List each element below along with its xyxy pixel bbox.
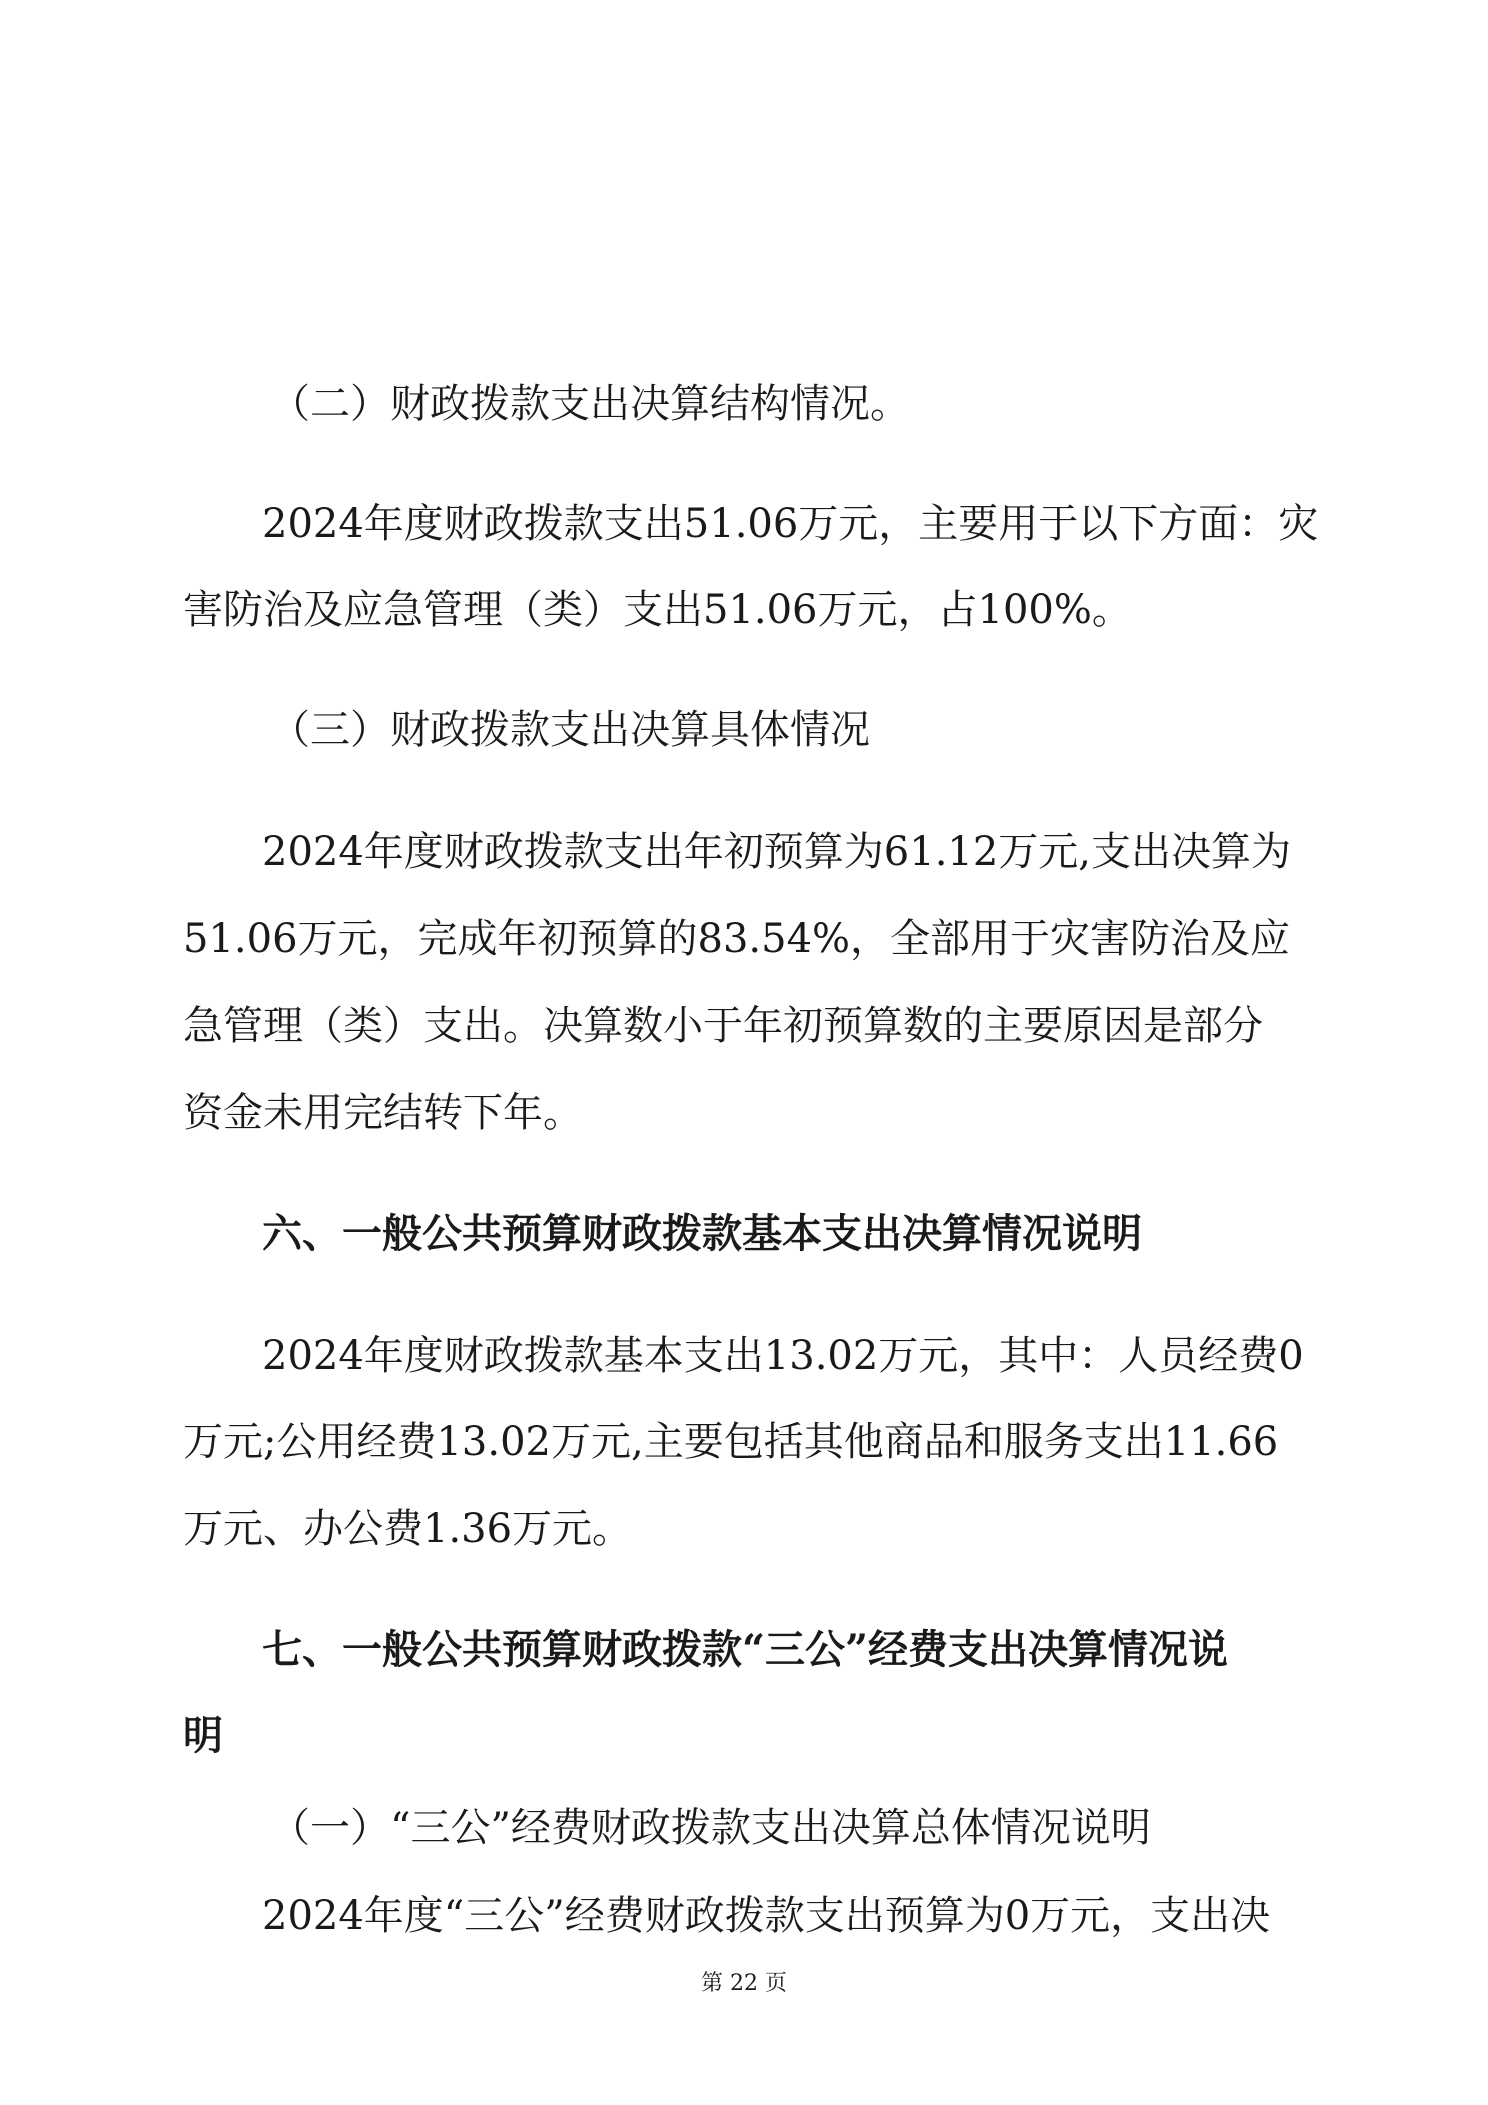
- section-2-2-paragraph-line-2: 害防治及应急管理（类）支出51.06万元，占100%。: [183, 587, 1132, 633]
- section-2-3-paragraph-line-1: 2024年度财政拨款支出年初预算为61.12万元,支出决算为: [262, 829, 1292, 875]
- page-number-footer: 第 22 页: [701, 1971, 787, 1996]
- section-2-2-heading: （二）财政拨款支出决算结构情况。: [270, 381, 910, 427]
- section-2-3-paragraph-line-3: 急管理（类）支出。决算数小于年初预算数的主要原因是部分: [183, 1003, 1263, 1049]
- section-7-1-sub-heading: （一）“三公”经费财政拨款支出决算总体情况说明: [270, 1805, 1151, 1851]
- section-6-paragraph-line-3: 万元、办公费1.36万元。: [183, 1506, 633, 1552]
- section-6-paragraph-line-2: 万元;公用经费13.02万元,主要包括其他商品和服务支出11.66: [183, 1419, 1279, 1465]
- section-7-heading-line-1: 七、一般公共预算财政拨款“三公”经费支出决算情况说: [262, 1626, 1229, 1673]
- section-7-1-paragraph-line-1: 2024年度“三公”经费财政拨款支出预算为0万元，支出决: [262, 1893, 1271, 1939]
- section-2-3-paragraph-line-4: 资金未用完结转下年。: [183, 1090, 583, 1136]
- section-2-2-paragraph-line-1: 2024年度财政拨款支出51.06万元，主要用于以下方面：灾: [262, 501, 1319, 547]
- section-6-heading: 六、一般公共预算财政拨款基本支出决算情况说明: [262, 1210, 1142, 1257]
- section-2-3-paragraph-line-2: 51.06万元，完成年初预算的83.54%，全部用于灾害防治及应: [183, 916, 1291, 962]
- section-6-paragraph-line-1: 2024年度财政拨款基本支出13.02万元，其中：人员经费0: [262, 1333, 1304, 1379]
- section-7-heading-line-2: 明: [183, 1712, 223, 1759]
- section-2-3-heading: （三）财政拨款支出决算具体情况: [270, 707, 870, 753]
